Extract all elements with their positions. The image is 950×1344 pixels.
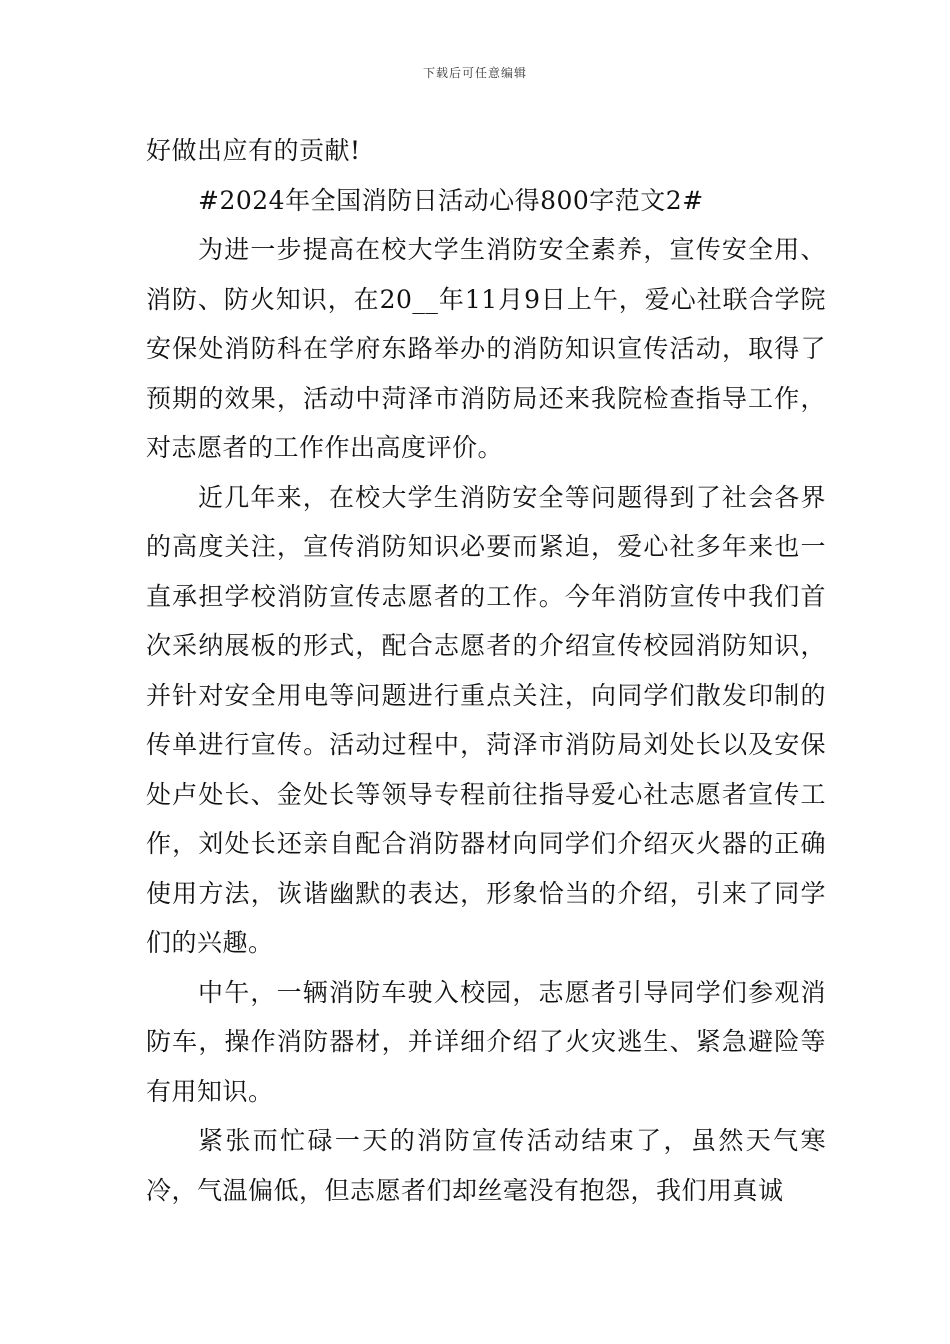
section-heading: #2024年全国消防日活动心得800字范文2# (198, 185, 704, 215)
document-body (146, 126, 826, 1215)
paragraph-conclusion: 紧张而忙碌一天的消防宣传活动结束了，虽然天气寒冷，气温偏低，但志愿者们却丝毫没有抱怨，我们用真诚 (146, 1126, 826, 1205)
page-header-note: 下载后可任意编辑 (422, 66, 527, 80)
paragraph-background: 近几年来，在校大学生消防安全等问题得到了社会各界的高度关注，宣传消防知识必要而紧迫，爱心社多年来也一直承担学校消防宣传志愿者的工作。今年消防宣传中我们首次采纳展板的形式，配合志愿者的介绍宣传校园消防知识，并针对安全用电等问题进行重点关注，向同学们散发印制的传单进行宣传。活动过程中，菏泽市消防局刘处长以及安保处卢处长、金处长等领导专程前往指导爱心社志愿者宣传工作，刘处长还亲自配合消防器材向同学们介绍灭火器的正确使用方法，诙谐幽默的表达，形象恰当的介绍，引来了同学们的兴趣。 (146, 482, 826, 957)
paragraph-continuation: 好做出应有的贡献! (146, 136, 361, 165)
paragraph-noon: 中午，一辆消防车驶入校园，志愿者引导同学们参观消防车，操作消防器材，并详细介绍了火灾逃生、紧急避险等有用知识。 (146, 977, 826, 1106)
paragraph-intro: 为进一步提高在校大学生消防安全素养，宣传安全用、消防、防火知识，在20__年11月9日上午，爱心社联合学院安保处消防科在学府东路举办的消防知识宣传活动，取得了预期的效果，活动中菏泽市消防局还来我院检查指导工作，对志愿者的工作作出高度评价。 (146, 235, 826, 462)
